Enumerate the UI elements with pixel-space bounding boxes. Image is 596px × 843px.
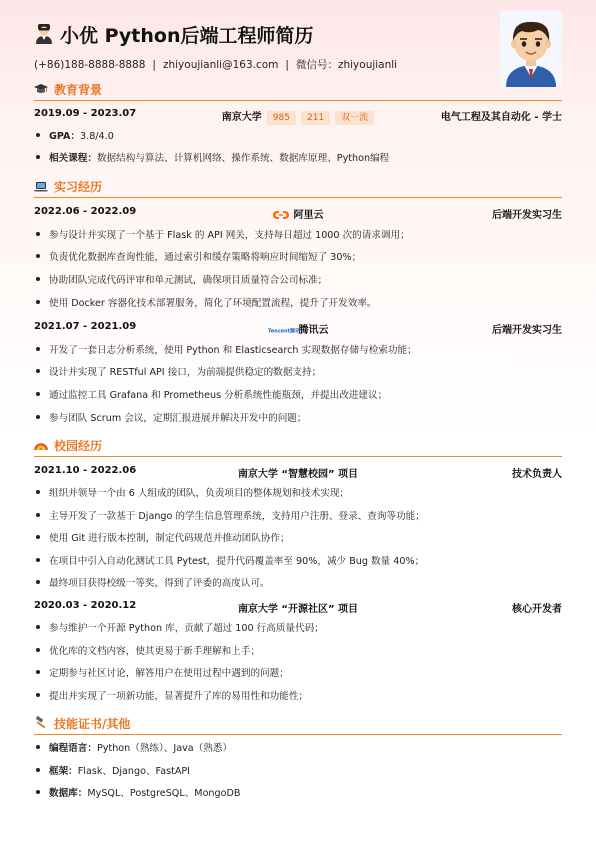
- bullet-text: 提出并实现了一项新功能，显著提升了库的易用性和功能性；: [49, 691, 309, 702]
- section-title-education: [34, 80, 102, 98]
- bullet-text: 参与团队 Scrum 会议，定期汇报进展并解决开发中的问题；: [49, 413, 307, 424]
- contact-separator: |: [285, 59, 289, 71]
- internship-company-row: [34, 206, 562, 221]
- section-heading: 技能证书/其他: [54, 716, 131, 731]
- bullet-label: 编程语言：: [49, 743, 97, 754]
- campus-role: 技术负责人: [512, 469, 562, 480]
- bullet-label: 相关课程：: [49, 153, 97, 164]
- wechat-text: 微信号：zhiyoujianli: [295, 59, 398, 71]
- hammer-icon: [34, 716, 48, 730]
- list-item: [34, 532, 290, 546]
- bullet-text: 定期参与社区讨论，解答用户在使用过程中遇到的问题；: [49, 668, 289, 679]
- school-name: 南京大学: [221, 112, 262, 123]
- bullet-text: 在项目中引入自动化测试工具 Pytest，提升代码覆盖率至 90%，减少 Bug 数量 40%；: [49, 556, 425, 567]
- email-text: zhiyoujianli@163.com: [162, 59, 279, 71]
- bullet-text: 主导开发了一款基于 Django 的学生信息管理系统，支持用户注册、登录、查询等功能；: [49, 511, 425, 522]
- company-name: 阿里云: [293, 210, 324, 221]
- bullet-text: 参与维护一个开源 Python 库，贡献了超过 100 行高质量代码；: [49, 623, 324, 634]
- list-item: [34, 577, 270, 591]
- bullet-text: 开发了一套日志分析系统，使用 Python 和 Elasticsearch 实现数据存储与检索功能；: [49, 345, 417, 356]
- list-item: [34, 555, 424, 569]
- list-item: [34, 742, 232, 756]
- section-title-skills: [34, 714, 130, 732]
- bullet-text: 设计并实现了 RESTful API 接口，为前端提供稳定的数据支持；: [49, 367, 322, 378]
- bullet-text: 参与设计并实现了一个基于 Flask 的 API 网关，支持每日超过 1000 次的请求调用；: [49, 230, 410, 241]
- section-heading: 实习经历: [54, 179, 103, 194]
- bullet-text: 协助团队完成代码评审和单元测试，确保项目质量符合公司标准；: [49, 275, 328, 286]
- internship-role: 后端开发实习生: [492, 325, 562, 336]
- bullet-label: 数据库：: [49, 788, 88, 799]
- bullet-value: Python（熟练）、Java（熟悉）: [96, 743, 233, 754]
- section-title-campus: [34, 436, 102, 454]
- list-item: [34, 344, 417, 358]
- list-item: [34, 130, 114, 144]
- bullet-text: 负责优化数据库查询性能，通过索引和缓存策略将响应时间缩短了 30%；: [49, 252, 362, 263]
- section-divider: [34, 456, 562, 457]
- contact-separator: |: [152, 59, 156, 71]
- bullet-text: 使用 Git 进行版本控制，制定代码规范并推动团队协作；: [49, 533, 290, 544]
- list-item: [34, 765, 190, 779]
- contact-line: [34, 57, 397, 72]
- internship-company-row: [34, 321, 562, 336]
- list-item: [34, 274, 327, 288]
- list-item: [34, 229, 410, 243]
- internship-header: [34, 206, 562, 222]
- section-divider: [34, 100, 562, 101]
- header-name-row: [34, 17, 313, 51]
- graduation-cap-icon: [34, 82, 48, 96]
- section-divider: [34, 197, 562, 198]
- section-heading: 教育背景: [54, 82, 103, 97]
- campus-header: [34, 465, 562, 481]
- list-item: [34, 510, 425, 524]
- internship-date: 2022.06 - 2022.09: [34, 206, 137, 217]
- education-header: [34, 108, 562, 124]
- list-item: [34, 690, 308, 704]
- person-icon: [34, 23, 54, 45]
- list-item: [34, 251, 361, 265]
- laptop-icon: [34, 179, 48, 193]
- bullet-value: Flask、Django、FastAPI: [77, 766, 191, 777]
- bullet-value: MySQL、PostgreSQL、MongoDB: [87, 788, 241, 799]
- school-tag: 双一流: [335, 111, 374, 125]
- bullet-text: 组织并领导一个由 6 人组成的团队，负责项目的整体规划和技术实现；: [49, 488, 350, 499]
- bullet-value: 数据结构与算法、计算机网络、操作系统、数据库原理、Python编程: [96, 153, 390, 164]
- list-item: [34, 389, 387, 403]
- aliyun-logo-icon: [273, 210, 289, 220]
- campus-date: 2020.03 - 2020.12: [34, 600, 137, 611]
- list-item: [34, 622, 324, 636]
- bullet-label: GPA：: [49, 131, 81, 142]
- bullet-text: 通过监控工具 Grafana 和 Prometheus 分析系统性能瓶颈，并提出改进建议；: [49, 390, 388, 401]
- rainbow-icon: [34, 438, 48, 452]
- list-item: [34, 645, 260, 659]
- bullet-value: 3.8/4.0: [80, 131, 114, 142]
- list-item: [34, 152, 389, 166]
- bullet-text: 优化库的文档内容，使其更易于新手理解和上手；: [49, 646, 261, 657]
- list-item: [34, 667, 289, 681]
- bullet-text: 使用 Docker 容器化技术部署服务，简化了环境配置流程，提升了开发效率。: [49, 298, 377, 309]
- campus-header: [34, 600, 562, 616]
- campus-project: 南京大学 “开源社区” 项目: [237, 604, 359, 615]
- internship-date: 2021.07 - 2021.09: [34, 321, 137, 332]
- campus-date: 2021.10 - 2022.06: [34, 465, 137, 476]
- section-heading: 校园经历: [54, 438, 103, 453]
- section-divider: [34, 734, 562, 735]
- internship-role: 后端开发实习生: [492, 210, 562, 221]
- campus-role: 核心开发者: [512, 604, 562, 615]
- resume-title: 小优 Python后端工程师简历: [60, 24, 314, 47]
- list-item: [34, 412, 307, 426]
- list-item: [34, 366, 321, 380]
- tencent-logo-text: Tencent腾讯: [267, 328, 300, 335]
- bullet-label: 框架：: [49, 766, 78, 777]
- education-date: 2019.09 - 2023.07: [34, 108, 137, 119]
- school-tag: 985: [267, 111, 296, 125]
- phone-text: (+86)188-8888-8888: [34, 59, 146, 71]
- list-item: [34, 297, 377, 311]
- company-name: 腾讯云: [298, 325, 329, 336]
- education-major: 电气工程及其自动化 - 学士: [440, 112, 562, 123]
- section-title-internship: [34, 177, 102, 195]
- internship-header: [34, 321, 562, 337]
- bullet-text: 最终项目获得校级一等奖，得到了评委的高度认可。: [49, 578, 270, 589]
- school-tag: 211: [301, 111, 330, 125]
- tencent-logo-icon: [267, 326, 300, 335]
- list-item: [34, 787, 240, 801]
- list-item: [34, 487, 349, 501]
- campus-project: 南京大学 “智慧校园” 项目: [237, 469, 359, 480]
- avatar: [500, 11, 562, 87]
